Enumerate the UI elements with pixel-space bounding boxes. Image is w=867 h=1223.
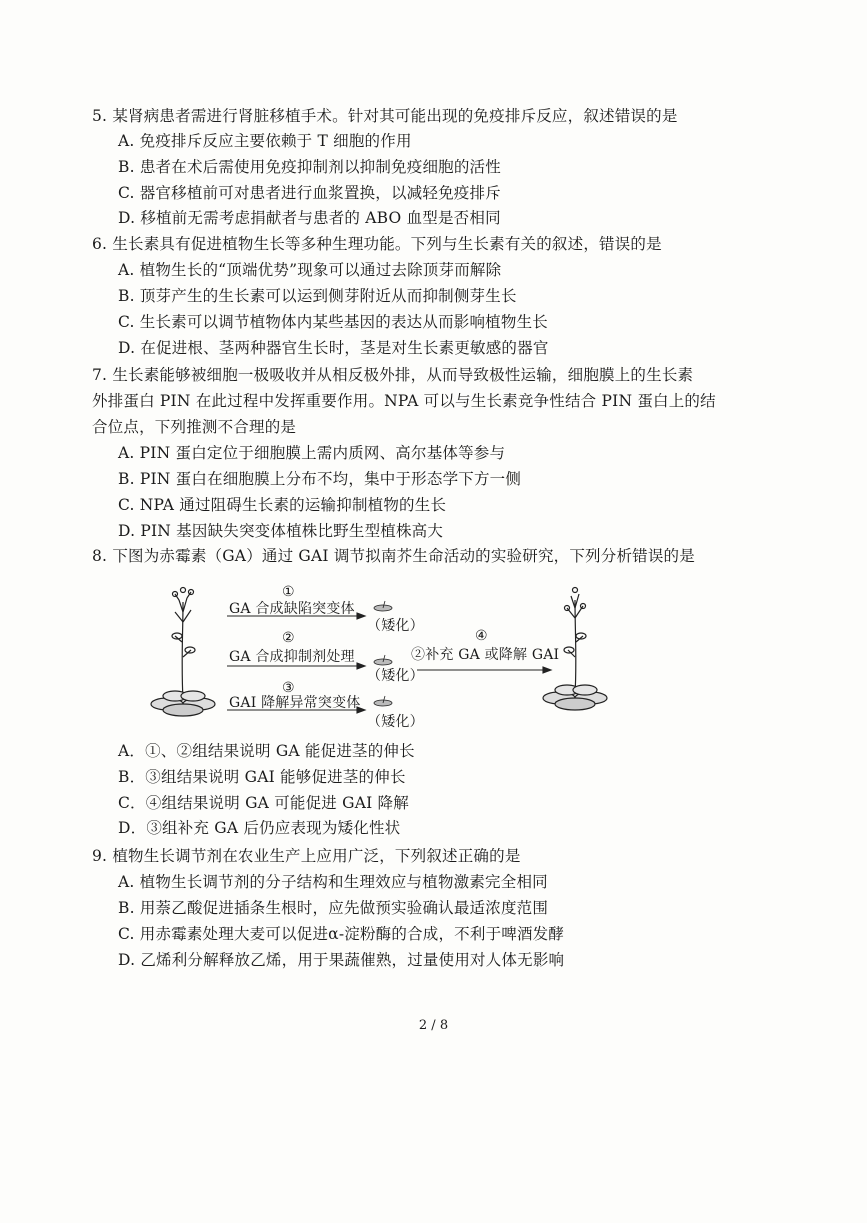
arrow-4-number: ④ (475, 628, 488, 644)
q8-option-d[interactable]: D．③组补充 GA 后仍应表现为矮化性状 (118, 819, 401, 837)
question-9-stem: 9. 植物生长调节剂在农业生产上应用广泛，下列叙述正确的是 (92, 847, 521, 865)
q7-option-a[interactable]: A. PIN 蛋白定位于细胞膜上需内质网、高尔基体等参与 (118, 444, 506, 462)
question-7-stem-line-2: 外排蛋白 PIN 在此过程中发挥重要作用。NPA 可以与生长素竞争性结合 PIN 蛋白上的结 (92, 392, 716, 410)
arrow-1-label: GA 合成缺陷突变体 (229, 601, 355, 617)
arrow-2-label: GA 合成抑制剂处理 (229, 649, 355, 665)
q6-option-c[interactable]: C. 生长素可以调节植物体内某些基因的表达从而影响植物生长 (118, 313, 548, 331)
question-8-stem: 8. 下图为赤霉素（GA）通过 GAI 调节拟南芥生命活动的实验研究，下列分析错误的是 (92, 547, 695, 565)
ga-gai-experiment-figure (145, 582, 645, 732)
wild-type-plant-left (151, 588, 215, 717)
question-6-stem: 6. 生长素具有促进植物生长等多种生理功能。下列与生长素有关的叙述，错误的是 (92, 235, 662, 253)
q7-option-d[interactable]: D. PIN 基因缺失突变体植株比野生型植株高大 (118, 522, 444, 540)
q6-option-d[interactable]: D. 在促进根、茎两种器官生长时，茎是对生长素更敏感的器官 (118, 339, 549, 357)
arrow-3-number: ③ (282, 680, 295, 696)
q6-option-a[interactable]: A. 植物生长的“顶端优势”现象可以通过去除顶芽而解除 (118, 261, 502, 279)
q9-option-c[interactable]: C. 用赤霉素处理大麦可以促进α-淀粉酶的合成，不利于啤酒发酵 (118, 925, 565, 943)
q8-option-b[interactable]: B．③组结果说明 GAI 能够促进茎的伸长 (118, 768, 406, 786)
q9-option-d[interactable]: D. 乙烯利分解释放乙烯，用于果蔬催熟，过量使用对人体无影响 (118, 951, 565, 969)
question-7-stem-line-1: 7. 生长素能够被细胞一极吸收并从相反极外排，从而导致极性运输，细胞膜上的生长素 (92, 366, 694, 384)
arrow-3-result: （矮化） (367, 714, 424, 730)
q6-option-b[interactable]: B. 顶芽产生的生长素可以运到侧芽附近从而抑制侧芽生长 (118, 287, 517, 305)
q7-option-b[interactable]: B. PIN 蛋白在细胞膜上分布不均，集中于形态学下方一侧 (118, 470, 522, 488)
arrow-1-result: （矮化） (367, 618, 424, 634)
arrow-4-label: ②补充 GA 或降解 GAI (411, 647, 560, 663)
question-7-stem-line-3: 合位点，下列推测不合理的是 (92, 418, 297, 436)
q5-option-b[interactable]: B. 患者在术后需使用免疫抑制剂以抑制免疫细胞的活性 (118, 158, 501, 176)
q8-option-c[interactable]: C．④组结果说明 GA 可能促进 GAI 降解 (118, 794, 409, 812)
q5-option-a[interactable]: A. 免疫排斥反应主要依赖于 T 细胞的作用 (118, 132, 412, 150)
question-5-stem: 5. 某肾病患者需进行肾脏移植手术。针对其可能出现的免疫排斥反应，叙述错误的是 (92, 107, 678, 125)
arrow-3-label: GAI 降解异常突变体 (229, 695, 361, 711)
page-number: 2 / 8 (418, 1018, 449, 1033)
q8-option-a[interactable]: A．①、②组结果说明 GA 能促进茎的伸长 (118, 742, 415, 760)
q5-option-d[interactable]: D. 移植前无需考虑捐献者与患者的 ABO 血型是否相同 (118, 209, 501, 227)
arrow-2-number: ② (282, 630, 295, 646)
q5-option-c[interactable]: C. 器官移植前可对患者进行血浆置换，以减轻免疫排斥 (118, 184, 501, 202)
arrow-1-number: ① (282, 584, 295, 600)
arrow-2-result: （矮化） (367, 668, 424, 684)
q9-option-a[interactable]: A. 植物生长调节剂的分子结构和生理效应与植物激素完全相同 (118, 873, 548, 891)
q9-option-b[interactable]: B. 用萘乙酸促进插条生根时，应先做预实验确认最适浓度范围 (118, 899, 549, 917)
q7-option-c[interactable]: C. NPA 通过阻碍生长素的运输抑制植物的生长 (118, 496, 447, 514)
